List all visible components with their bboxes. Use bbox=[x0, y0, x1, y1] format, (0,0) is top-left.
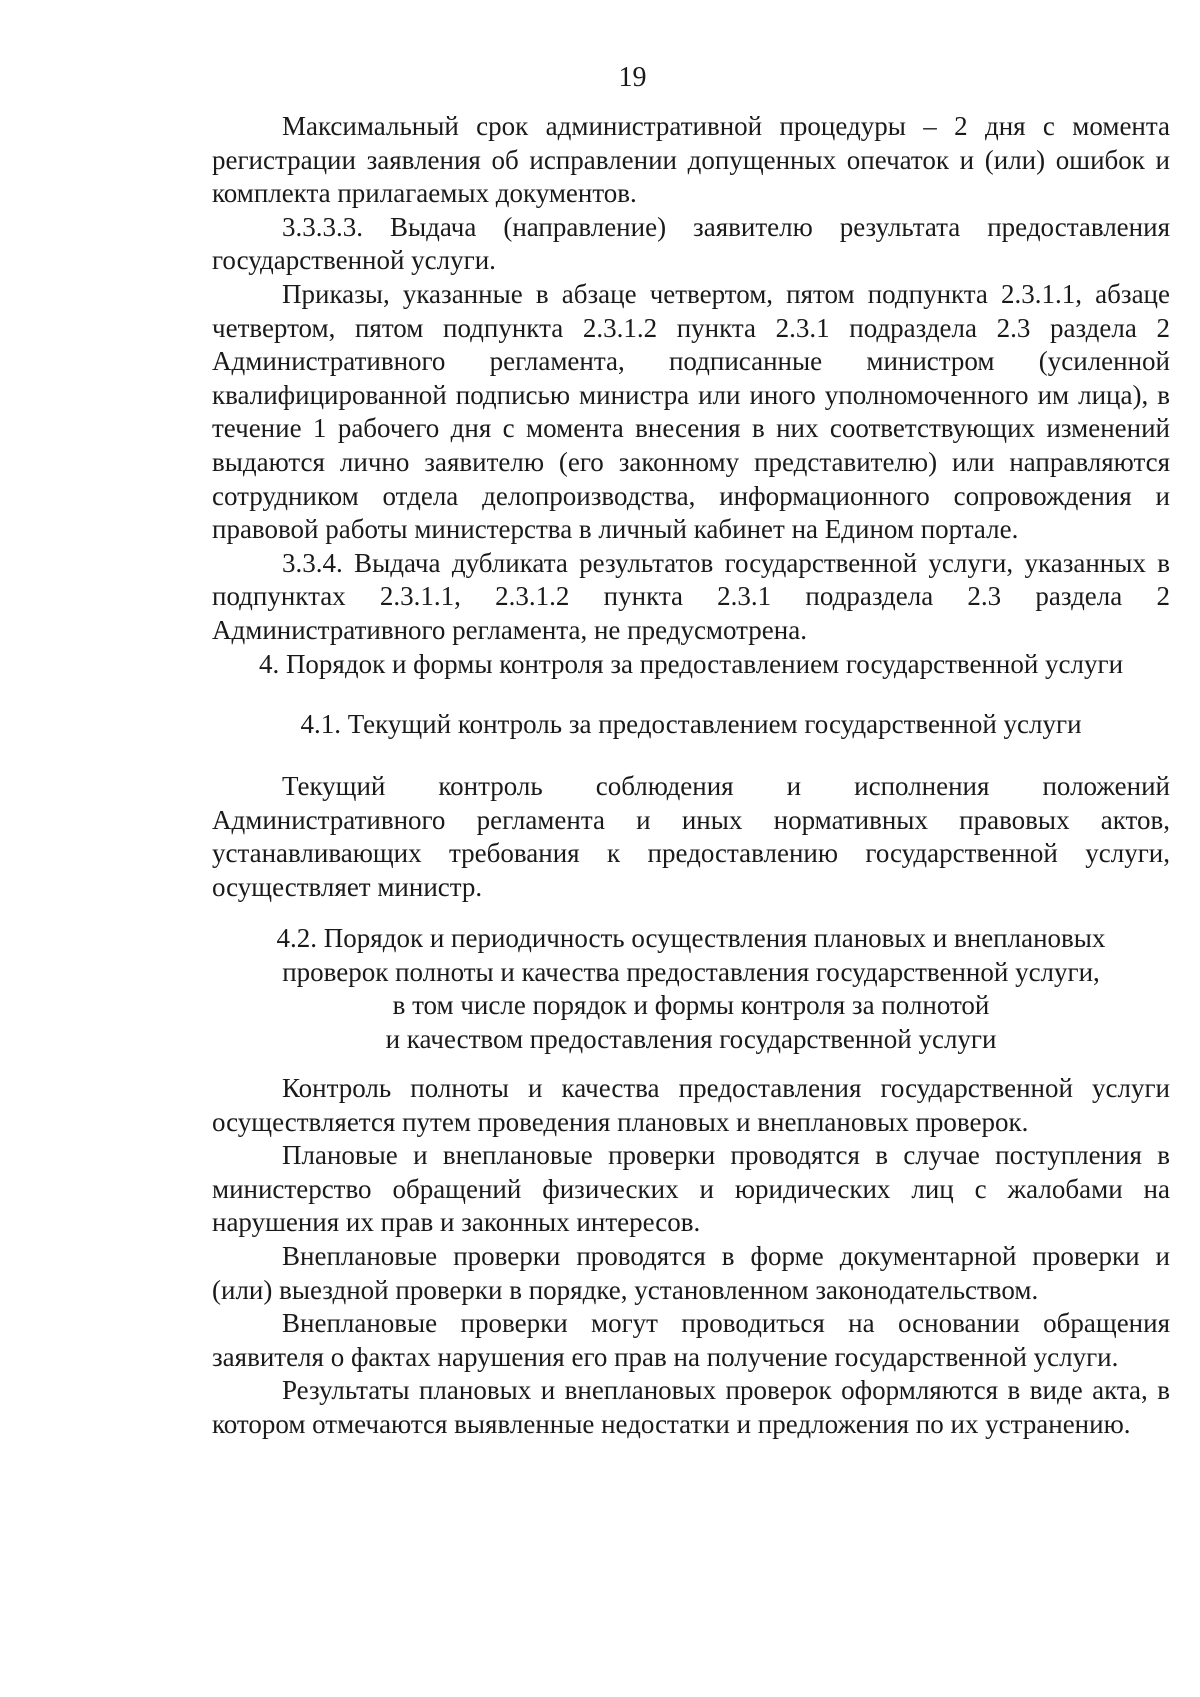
section-4-1-heading: 4.1. Текущий контроль за предоставлением государственной услуги bbox=[300, 709, 1082, 739]
heading-line: и качеством предоставления государственной услуги bbox=[385, 1023, 997, 1054]
section-4-heading: 4. Порядок и формы контроля за предоставлением государственной услуги bbox=[258, 649, 1124, 679]
paragraph: 3.3.4. Выдача дубликата результатов государственной услуги, указанных в подпунктах 2.3.1.1, 2.3.1.2 пункта 2.3.1 подраздела 2.3 раздела 2 Административного регламента, не предусмотрена. bbox=[212, 547, 1170, 645]
page-number: 19 bbox=[618, 62, 647, 93]
section-4-1-text bbox=[212, 770, 1170, 904]
paragraph: 3.3.3.3. Выдача (направление) заявителю результата предоставления государственной услуги. bbox=[212, 211, 1170, 276]
heading-line: в том числе порядок и формы контроля за полнотой bbox=[392, 990, 990, 1021]
paragraph: Результаты плановых и внеплановых проверок оформляются в виде акта, в котором отмечаются выявленные недостатки и предложения по их устранению. bbox=[212, 1375, 1170, 1439]
paragraph: Контроль полноты и качества предоставления государственной услуги осуществляется путем проведения плановых и внеплановых проверок. bbox=[212, 1073, 1170, 1137]
heading-line: 4.2. Порядок и периодичность осуществления плановых и внеплановых bbox=[276, 923, 1106, 953]
paragraph: Приказы, указанные в абзаце четвертом, пятом подпункта 2.3.1.1, абзаце четвертом, пятом подпункта 2.3.1.2 пункта 2.3.1 подраздела 2.3 раздела 2 Административного регламента, подписанные министром (усиленной квалифицированной подписью министра или иного уполномоченного им лица), в течение 1 рабочего дня с момента внесения в них соответствующих изменений выдаются лично заявителю (его законному представителю) или направляются сотрудником отдела делопроизводства, информационного сопровождения и правовой работы министерства в личный кабинет на Едином портале. bbox=[212, 278, 1170, 545]
paragraph: Максимальный срок административной процедуры – 2 дня с момента регистрации заявления об исправлении допущенных опечаток и (или) ошибок и комплекта прилагаемых документов. bbox=[212, 111, 1170, 209]
section-4-2-text bbox=[212, 1072, 1170, 1442]
paragraph: Внеплановые проверки проводятся в форме документарной проверки и (или) выездной проверки в порядке, установленном законодательством. bbox=[212, 1240, 1170, 1305]
paragraph: Внеплановые проверки могут проводиться на основании обращения заявителя о фактах нарушения его прав на получение государственной услуги. bbox=[212, 1308, 1170, 1372]
section-4-2-heading bbox=[212, 922, 1170, 1056]
heading-line: проверок полноты и качества предоставления государственной услуги, bbox=[282, 956, 1100, 987]
section-top-text bbox=[212, 110, 1170, 648]
paragraph: Плановые и внеплановые проверки проводятся в случае поступления в министерство обращений физических и юридических лиц с жалобами на нарушения их прав и законных интересов. bbox=[212, 1140, 1170, 1238]
paragraph: Текущий контроль соблюдения и исполнения положений Административного регламента и иных нормативных правовых актов, устанавливающих требования к предоставлению государственной услуги, осуществляет министр. bbox=[212, 771, 1170, 902]
